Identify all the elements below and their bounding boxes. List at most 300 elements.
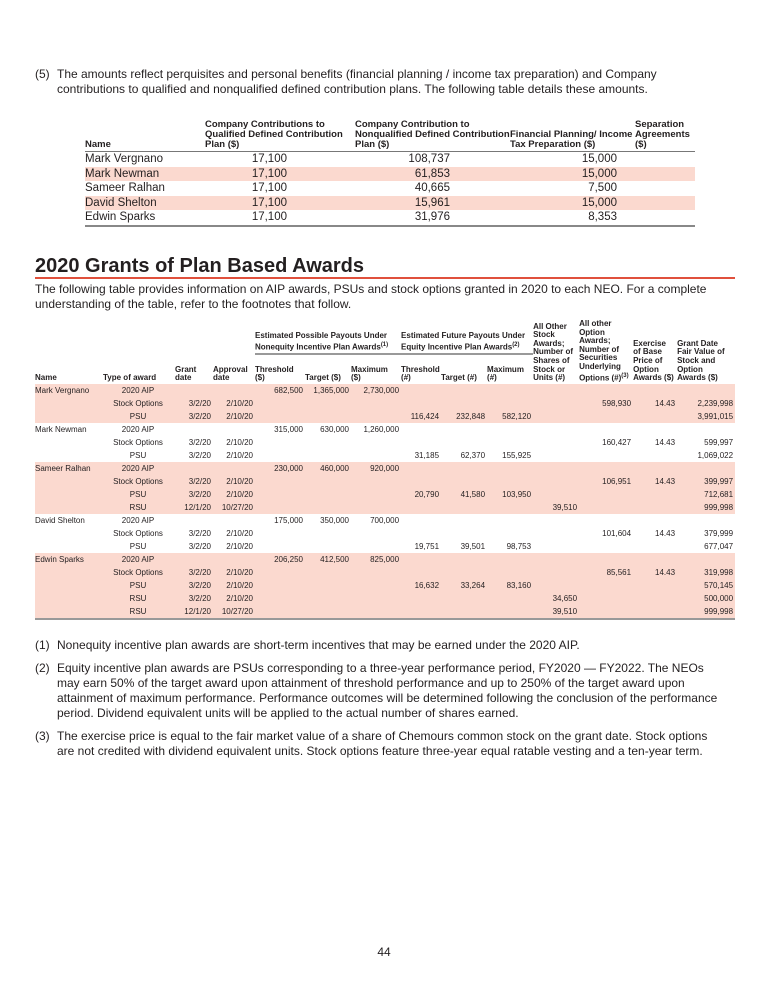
footnote-ref: (2) (512, 341, 520, 348)
table-cell (487, 501, 533, 514)
table-row (85, 210, 695, 226)
table-cell (213, 462, 255, 475)
table-cell: 7,500 (588, 182, 617, 195)
table-cell: 15,000 (581, 167, 617, 180)
table-cell (351, 540, 401, 553)
name-cell (35, 449, 103, 462)
table-cell (351, 436, 401, 449)
table-cell: 3/2/20 (175, 592, 213, 605)
table-cell: 98,753 (506, 541, 532, 551)
table-cell (351, 397, 401, 410)
table-cell (441, 501, 487, 514)
table-cell: 2020 AIP (103, 384, 175, 397)
table-cell (633, 384, 677, 397)
table-cell: 2/10/20 (226, 450, 253, 460)
table-cell (255, 397, 305, 410)
table-cell: 175,000 (274, 515, 303, 525)
table-cell: PSU (103, 410, 175, 423)
footnote-2 (35, 661, 725, 721)
page-number: 44 (377, 945, 391, 959)
table-cell: 677,047 (704, 541, 734, 551)
table-cell: 3/2/20 (188, 528, 211, 538)
col-header: Company Contributions to Qualified Defined Contribution Plan ($) (205, 120, 355, 152)
table-cell (533, 384, 579, 397)
table-cell (255, 410, 305, 423)
table-cell (579, 384, 633, 397)
table-cell: 460,000 (305, 462, 351, 475)
table-cell: 15,000 (581, 153, 617, 166)
footnote-ref: (1) (380, 341, 389, 348)
table-cell (351, 605, 401, 619)
table-cell (401, 475, 441, 488)
table-cell (579, 592, 633, 605)
table-cell: 33,264 (441, 579, 487, 592)
table-cell: 1,260,000 (363, 424, 400, 434)
table-cell: 582,120 (487, 410, 533, 423)
table-cell: 570,145 (677, 579, 735, 592)
table-row (35, 566, 735, 579)
table-cell (441, 384, 487, 397)
table-cell (305, 410, 351, 423)
table-cell: 83,160 (487, 579, 533, 592)
table-cell (635, 167, 695, 182)
table-cell: 500,000 (677, 592, 735, 605)
table-cell (677, 553, 735, 566)
name-cell (35, 592, 103, 605)
footnote-number: (3) (35, 729, 50, 743)
table-cell (579, 462, 633, 475)
col-header: All Other Stock Awards; Number of Shares of Stock or Units (#) (533, 321, 574, 383)
table-cell (579, 540, 633, 553)
name-cell (35, 436, 103, 449)
table-row (35, 527, 735, 540)
table-cell: 3/2/20 (175, 410, 213, 423)
table-cell (351, 488, 401, 501)
col-header-label: All other Option Awards; Number of Securities Underlying Options (#) (579, 319, 622, 383)
table-cell (579, 514, 633, 527)
table-cell: 61,853 (414, 167, 450, 180)
col-header: Maximum ($) (351, 364, 388, 383)
table-cell (579, 410, 633, 423)
table-cell (633, 514, 677, 527)
table-cell (633, 579, 677, 592)
perquisites-table (85, 120, 695, 227)
table-cell: 14.43 (655, 437, 676, 447)
table-cell: 2/10/20 (226, 437, 253, 447)
table-cell: 206,250 (255, 553, 305, 566)
table-cell (533, 397, 579, 410)
table-cell (305, 501, 351, 514)
table-cell (351, 501, 401, 514)
table-cell (533, 436, 579, 449)
table-cell: 116,424 (401, 410, 441, 423)
table-cell: PSU (103, 579, 175, 592)
table-cell (533, 514, 579, 527)
table-cell: 12/1/20 (175, 501, 213, 514)
col-header: Name (35, 373, 57, 383)
table-cell (305, 592, 351, 605)
table-cell (441, 527, 487, 540)
table-cell (401, 592, 441, 605)
table-row (35, 475, 735, 488)
table-cell (255, 449, 305, 462)
table-cell (633, 462, 677, 475)
name-cell (35, 475, 103, 488)
table-cell: 2020 AIP (103, 462, 175, 475)
table-cell: 62,370 (460, 450, 486, 460)
table-cell: 8,353 (510, 210, 635, 226)
table-cell: 920,000 (351, 462, 401, 475)
table-cell (633, 605, 677, 619)
table-row (85, 152, 695, 167)
table-cell: 12/1/20 (175, 605, 213, 619)
table-cell (487, 462, 533, 475)
table-cell: 15,000 (581, 196, 617, 209)
table-cell: PSU (129, 541, 147, 551)
table-cell (401, 397, 441, 410)
table-row (85, 167, 695, 182)
table-cell: 14.43 (655, 528, 676, 538)
table-cell (579, 553, 633, 566)
table-cell (579, 579, 633, 592)
table-cell: Stock Options (103, 566, 175, 579)
table-cell (487, 527, 533, 540)
section-divider (35, 277, 735, 279)
table-row (35, 540, 735, 553)
table-cell: 85,561 (579, 566, 633, 579)
table-cell: 2/10/20 (213, 488, 255, 501)
table-cell (635, 152, 695, 167)
table-cell (305, 397, 351, 410)
table-cell: 598,930 (579, 397, 633, 410)
col-header: Threshold (#) (401, 364, 440, 383)
group-label: Estimated Future Payouts Under Equity Incentive Plan Awards (401, 331, 526, 352)
table-cell: 825,000 (351, 553, 401, 566)
col-header (579, 320, 633, 384)
table-cell: Stock Options (113, 528, 163, 538)
table-cell: 412,500 (305, 553, 351, 566)
table-cell: 3/2/20 (175, 566, 213, 579)
table-cell: 39,501 (460, 541, 486, 551)
col-header: Target (#) (441, 373, 477, 383)
table-cell: 31,185 (414, 450, 440, 460)
table-cell (487, 436, 533, 449)
table-cell: 2020 AIP (121, 424, 155, 434)
col-header: Type of award (103, 373, 157, 383)
table-cell (579, 423, 633, 436)
table-cell (175, 423, 213, 436)
table-cell (401, 566, 441, 579)
table-cell: David Shelton (85, 196, 157, 209)
table-cell (255, 501, 305, 514)
table-row (35, 462, 735, 475)
table-cell: 319,998 (677, 566, 735, 579)
footnote-3 (35, 729, 725, 759)
footnote-1 (35, 638, 725, 653)
table-cell: 106,951 (579, 475, 633, 488)
table-cell: 14.43 (633, 566, 677, 579)
table-cell (213, 514, 255, 527)
table-cell (351, 475, 401, 488)
col-header: Grant date (175, 364, 197, 383)
col-header: Grant Date Fair Value of Stock and Option Awards ($) (677, 338, 725, 383)
table-cell (255, 527, 305, 540)
table-cell (401, 527, 441, 540)
table-cell: 17,100 (251, 196, 287, 209)
table-cell (579, 449, 633, 462)
table-cell (633, 423, 677, 436)
table-cell: Mark Newman (85, 167, 160, 180)
col-header: Threshold ($) (255, 364, 294, 383)
table-cell (175, 553, 213, 566)
table-cell (441, 514, 487, 527)
table-cell: 41,580 (441, 488, 487, 501)
table-row (35, 514, 735, 527)
table-cell: 399,997 (677, 475, 735, 488)
footnote-number: (5) (35, 67, 50, 81)
name-cell (35, 566, 103, 579)
table-cell (305, 540, 351, 553)
table-cell (487, 553, 533, 566)
table-row (85, 181, 695, 196)
table-cell: Stock Options (103, 397, 175, 410)
footnote-ref: (3) (621, 372, 629, 379)
table-row (35, 397, 735, 410)
table-cell: 2/10/20 (213, 592, 255, 605)
col-header: Financial Planning/ Income Tax Preparation ($) (510, 120, 635, 152)
table-cell: 16,632 (401, 579, 441, 592)
table-cell: 3/2/20 (175, 475, 213, 488)
table-cell: Sameer Ralhan (85, 182, 165, 195)
table-cell: 34,650 (533, 592, 579, 605)
name-cell (35, 397, 103, 410)
table-cell (401, 514, 441, 527)
col-header: Name (85, 120, 205, 152)
table-cell: 39,510 (533, 501, 579, 514)
table-cell: 700,000 (370, 515, 400, 525)
table-cell: Mark Vergnano (85, 153, 163, 166)
table-cell (487, 592, 533, 605)
footnote-text: The exercise price is equal to the fair market value of a share of Chemours common stock on the grant date. Stock options are not credited with dividend equivalent units. Stock options feature three-year equal ratable vesting and a ten-year term. (57, 729, 708, 758)
group-header-equity (401, 320, 533, 354)
table-cell (487, 475, 533, 488)
table-cell: 10/27/20 (213, 501, 255, 514)
table-cell: Stock Options (103, 475, 175, 488)
table-cell (305, 605, 351, 619)
name-cell (35, 579, 103, 592)
name-cell (35, 605, 103, 619)
table-cell: 999,998 (677, 605, 735, 619)
table-cell (635, 196, 695, 211)
table-row (35, 410, 735, 423)
table-cell (633, 592, 677, 605)
table-cell (441, 436, 487, 449)
table-cell: 39,510 (533, 605, 579, 619)
table-cell (533, 566, 579, 579)
table-cell: 160,427 (602, 437, 632, 447)
table-cell: 3/2/20 (188, 450, 211, 460)
table-cell: 3,991,015 (677, 410, 735, 423)
table-cell: 1,365,000 (305, 384, 351, 397)
table-cell: 2/10/20 (213, 397, 255, 410)
table-cell: 20,790 (401, 488, 441, 501)
table-cell: 103,950 (487, 488, 533, 501)
table-cell (305, 566, 351, 579)
table-cell (255, 436, 305, 449)
table-cell (213, 423, 255, 436)
table-cell (579, 501, 633, 514)
table-row (35, 488, 735, 501)
table-cell (175, 462, 213, 475)
table-cell (401, 501, 441, 514)
table-cell (579, 488, 633, 501)
table-cell: 10/27/20 (213, 605, 255, 619)
table-cell (533, 423, 579, 436)
col-header: Separation Agreements ($) (635, 120, 695, 152)
name-cell (35, 410, 103, 423)
table-cell: PSU (129, 450, 147, 460)
table-cell (533, 579, 579, 592)
table-cell (487, 384, 533, 397)
table-cell: 40,665 (414, 182, 450, 195)
table-cell (255, 579, 305, 592)
table-cell (635, 210, 695, 226)
table-cell (533, 449, 579, 462)
table-cell: 2/10/20 (226, 528, 253, 538)
table-cell: 3/2/20 (175, 488, 213, 501)
table-row (85, 196, 695, 211)
section-title: 2020 Grants of Plan Based Awards (35, 255, 365, 277)
table-cell: 2020 AIP (121, 515, 155, 525)
table-row (35, 384, 735, 397)
table-cell: Stock Options (113, 437, 163, 447)
grants-table (35, 320, 735, 620)
table-cell (487, 566, 533, 579)
table-cell (255, 475, 305, 488)
name-cell (35, 501, 103, 514)
table-cell: 17,100 (251, 182, 287, 195)
table-cell: 17,100 (251, 167, 287, 180)
table-row (35, 501, 735, 514)
footnote-text: Nonequity incentive plan awards are short-term incentives that may be earned under the 2020 AIP. (57, 638, 580, 652)
table-cell (441, 462, 487, 475)
table-cell: 17,100 (205, 210, 355, 226)
name-cell (35, 488, 103, 501)
table-cell (487, 423, 533, 436)
table-cell (305, 579, 351, 592)
table-cell (635, 181, 695, 196)
table-cell (579, 605, 633, 619)
table-cell: 155,925 (502, 450, 532, 460)
table-cell: 2/10/20 (213, 566, 255, 579)
table-cell: 14.43 (633, 475, 677, 488)
table-row (35, 605, 735, 619)
footnote-5 (35, 67, 725, 97)
table-cell: 2/10/20 (213, 475, 255, 488)
name-cell: Sameer Ralhan (35, 462, 103, 475)
intro-paragraph: The following table provides information on AIP awards, PSUs and stock options granted in 2020 to each NEO. For a complete understanding of the table, refer to the footnotes that follow. (35, 282, 707, 311)
table-cell (677, 462, 735, 475)
col-header: Target ($) (305, 373, 341, 383)
table-cell: 630,000 (320, 424, 349, 434)
table-row (35, 579, 735, 592)
table-cell (633, 553, 677, 566)
table-cell (677, 514, 735, 527)
table-cell (351, 527, 401, 540)
table-cell: 3/2/20 (188, 437, 211, 447)
table-cell: 17,100 (251, 153, 287, 166)
table-cell (533, 462, 579, 475)
table-cell (533, 475, 579, 488)
table-cell (305, 475, 351, 488)
table-cell: 2/10/20 (213, 579, 255, 592)
table-cell: 31,976 (355, 210, 510, 226)
group-header-nonequity (255, 320, 401, 354)
col-header: Maximum (#) (487, 364, 524, 383)
name-cell (35, 540, 103, 553)
group-label: Estimated Possible Payouts Under Nonequity Incentive Plan Awards (255, 331, 388, 352)
table-cell (533, 527, 579, 540)
table-cell: 712,681 (677, 488, 735, 501)
table-cell: 315,000 (274, 424, 303, 434)
table-cell: RSU (103, 501, 175, 514)
table-cell (633, 501, 677, 514)
table-cell: 682,500 (255, 384, 305, 397)
table-cell (401, 423, 441, 436)
table-cell: 2020 AIP (103, 553, 175, 566)
table-cell (401, 436, 441, 449)
table-cell: RSU (103, 605, 175, 619)
table-cell (351, 449, 401, 462)
table-cell (175, 514, 213, 527)
table-cell: 3/2/20 (175, 579, 213, 592)
table-cell: Edwin Sparks (85, 210, 205, 226)
table-cell (441, 605, 487, 619)
table-cell (305, 449, 351, 462)
table-cell (255, 488, 305, 501)
table-cell: 230,000 (255, 462, 305, 475)
table-cell (441, 553, 487, 566)
col-header: Company Contribution to Nonqualified Defined Contribution Plan ($) (355, 119, 510, 150)
table-cell (255, 540, 305, 553)
table-cell: 232,848 (441, 410, 487, 423)
table-cell: 379,999 (704, 528, 734, 538)
table-cell (677, 384, 735, 397)
name-cell: Mark Newman (35, 424, 87, 434)
table-cell (533, 553, 579, 566)
footnote-number: (1) (35, 638, 50, 652)
table-cell: PSU (103, 488, 175, 501)
table-cell (401, 384, 441, 397)
table-cell (255, 566, 305, 579)
table-cell: 3/2/20 (175, 397, 213, 410)
table-cell (487, 605, 533, 619)
table-cell: 14.43 (633, 397, 677, 410)
table-cell (441, 566, 487, 579)
table-cell: 2/10/20 (226, 541, 253, 551)
table-cell (533, 488, 579, 501)
table-cell (401, 605, 441, 619)
table-cell: 2,730,000 (351, 384, 401, 397)
table-cell: 108,737 (408, 153, 450, 166)
table-cell (633, 449, 677, 462)
table-cell (401, 553, 441, 566)
table-cell (401, 462, 441, 475)
table-cell (255, 605, 305, 619)
table-cell: 2,239,998 (677, 397, 735, 410)
table-cell (305, 436, 351, 449)
table-cell (533, 410, 579, 423)
